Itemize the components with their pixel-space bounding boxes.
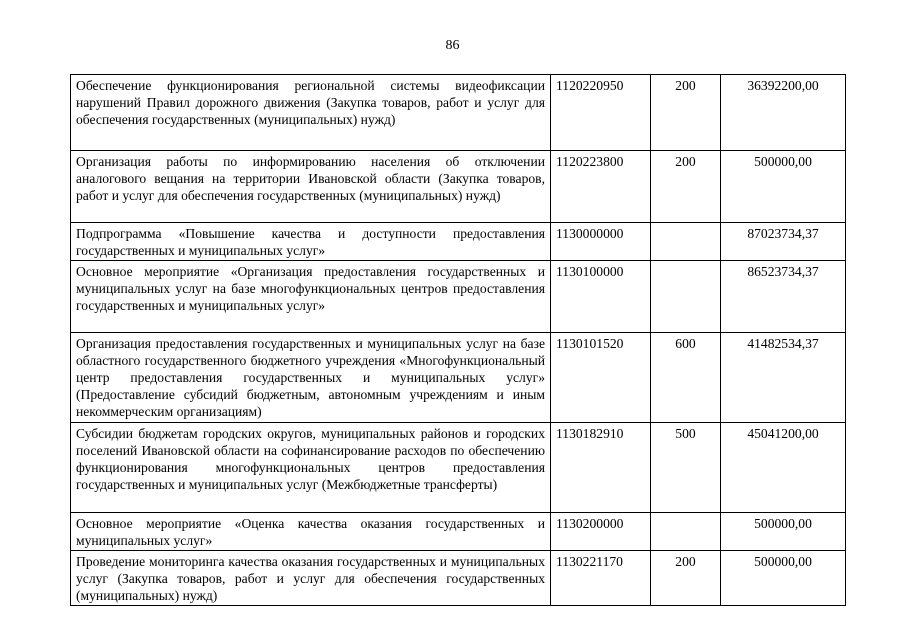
row-target-code: 1120220950 [551, 75, 651, 151]
row-description: Обеспечение функционирования региональной системы видеофиксации нарушений Правил дорожного движения (Закупка товаров, работ и услуг для обеспечения государственных (муниципальных) нужд) [71, 75, 551, 151]
row-description: Субсидии бюджетам городских округов, муниципальных районов и городских поселений Ивановской области на софинансирование расходов по обеспечению функционирования многофункциональных центров предоставления государственных и муниципальных услуг (Межбюджетные трансферты) [71, 423, 551, 513]
table-row [71, 423, 846, 513]
table-row [71, 551, 846, 606]
row-description: Проведение мониторинга качества оказания государственных и муниципальных услуг (Закупка товаров, работ и услуг для обеспечения государственных (муниципальных) нужд) [71, 551, 551, 606]
row-expense-type: 500 [651, 423, 721, 513]
table-row [71, 75, 846, 151]
row-amount: 45041200,00 [721, 423, 846, 513]
row-amount: 500000,00 [721, 513, 846, 551]
row-expense-type: 200 [651, 551, 721, 606]
row-target-code: 1130100000 [551, 261, 651, 333]
row-expense-type [651, 261, 721, 333]
page-number: 86 [445, 38, 460, 53]
row-target-code: 1130101520 [551, 333, 651, 423]
row-description: Основное мероприятие «Организация предоставления государственных и муниципальных услуг на базе многофункциональных центров предоставления государственных и муниципальных услуг» [71, 261, 551, 333]
row-target-code: 1130000000 [551, 223, 651, 261]
row-description: Основное мероприятие «Оценка качества оказания государственных и муниципальных услуг» [71, 513, 551, 551]
row-expense-type [651, 223, 721, 261]
row-amount: 87023734,37 [721, 223, 846, 261]
row-target-code: 1120223800 [551, 151, 651, 223]
table-row [71, 333, 846, 423]
row-target-code: 1130200000 [551, 513, 651, 551]
table-row [71, 223, 846, 261]
row-description: Организация предоставления государственных и муниципальных услуг на базе областного государственного бюджетного учреждения «Многофункциональный центр предоставления государственных и муниципальных услуг» (Предоставление субсидий бюджетным, автономным учреждениям и иным некоммерческим организациям) [71, 333, 551, 423]
row-amount: 86523734,37 [721, 261, 846, 333]
table-row [71, 151, 846, 223]
row-description: Подпрограмма «Повышение качества и доступности предоставления государственных и муниципальных услуг» [71, 223, 551, 261]
row-expense-type: 600 [651, 333, 721, 423]
budget-table [70, 74, 846, 606]
row-target-code: 1130221170 [551, 551, 651, 606]
row-expense-type [651, 513, 721, 551]
row-amount: 500000,00 [721, 551, 846, 606]
row-amount: 41482534,37 [721, 333, 846, 423]
row-expense-type: 200 [651, 75, 721, 151]
row-description: Организация работы по информированию населения об отключении аналогового вещания на территории Ивановской области (Закупка товаров, работ и услуг для обеспечения государственных (муниципальных) нужд) [71, 151, 551, 223]
row-target-code: 1130182910 [551, 423, 651, 513]
table-row [71, 513, 846, 551]
table-row [71, 261, 846, 333]
row-amount: 36392200,00 [721, 75, 846, 151]
row-amount: 500000,00 [721, 151, 846, 223]
row-expense-type: 200 [651, 151, 721, 223]
